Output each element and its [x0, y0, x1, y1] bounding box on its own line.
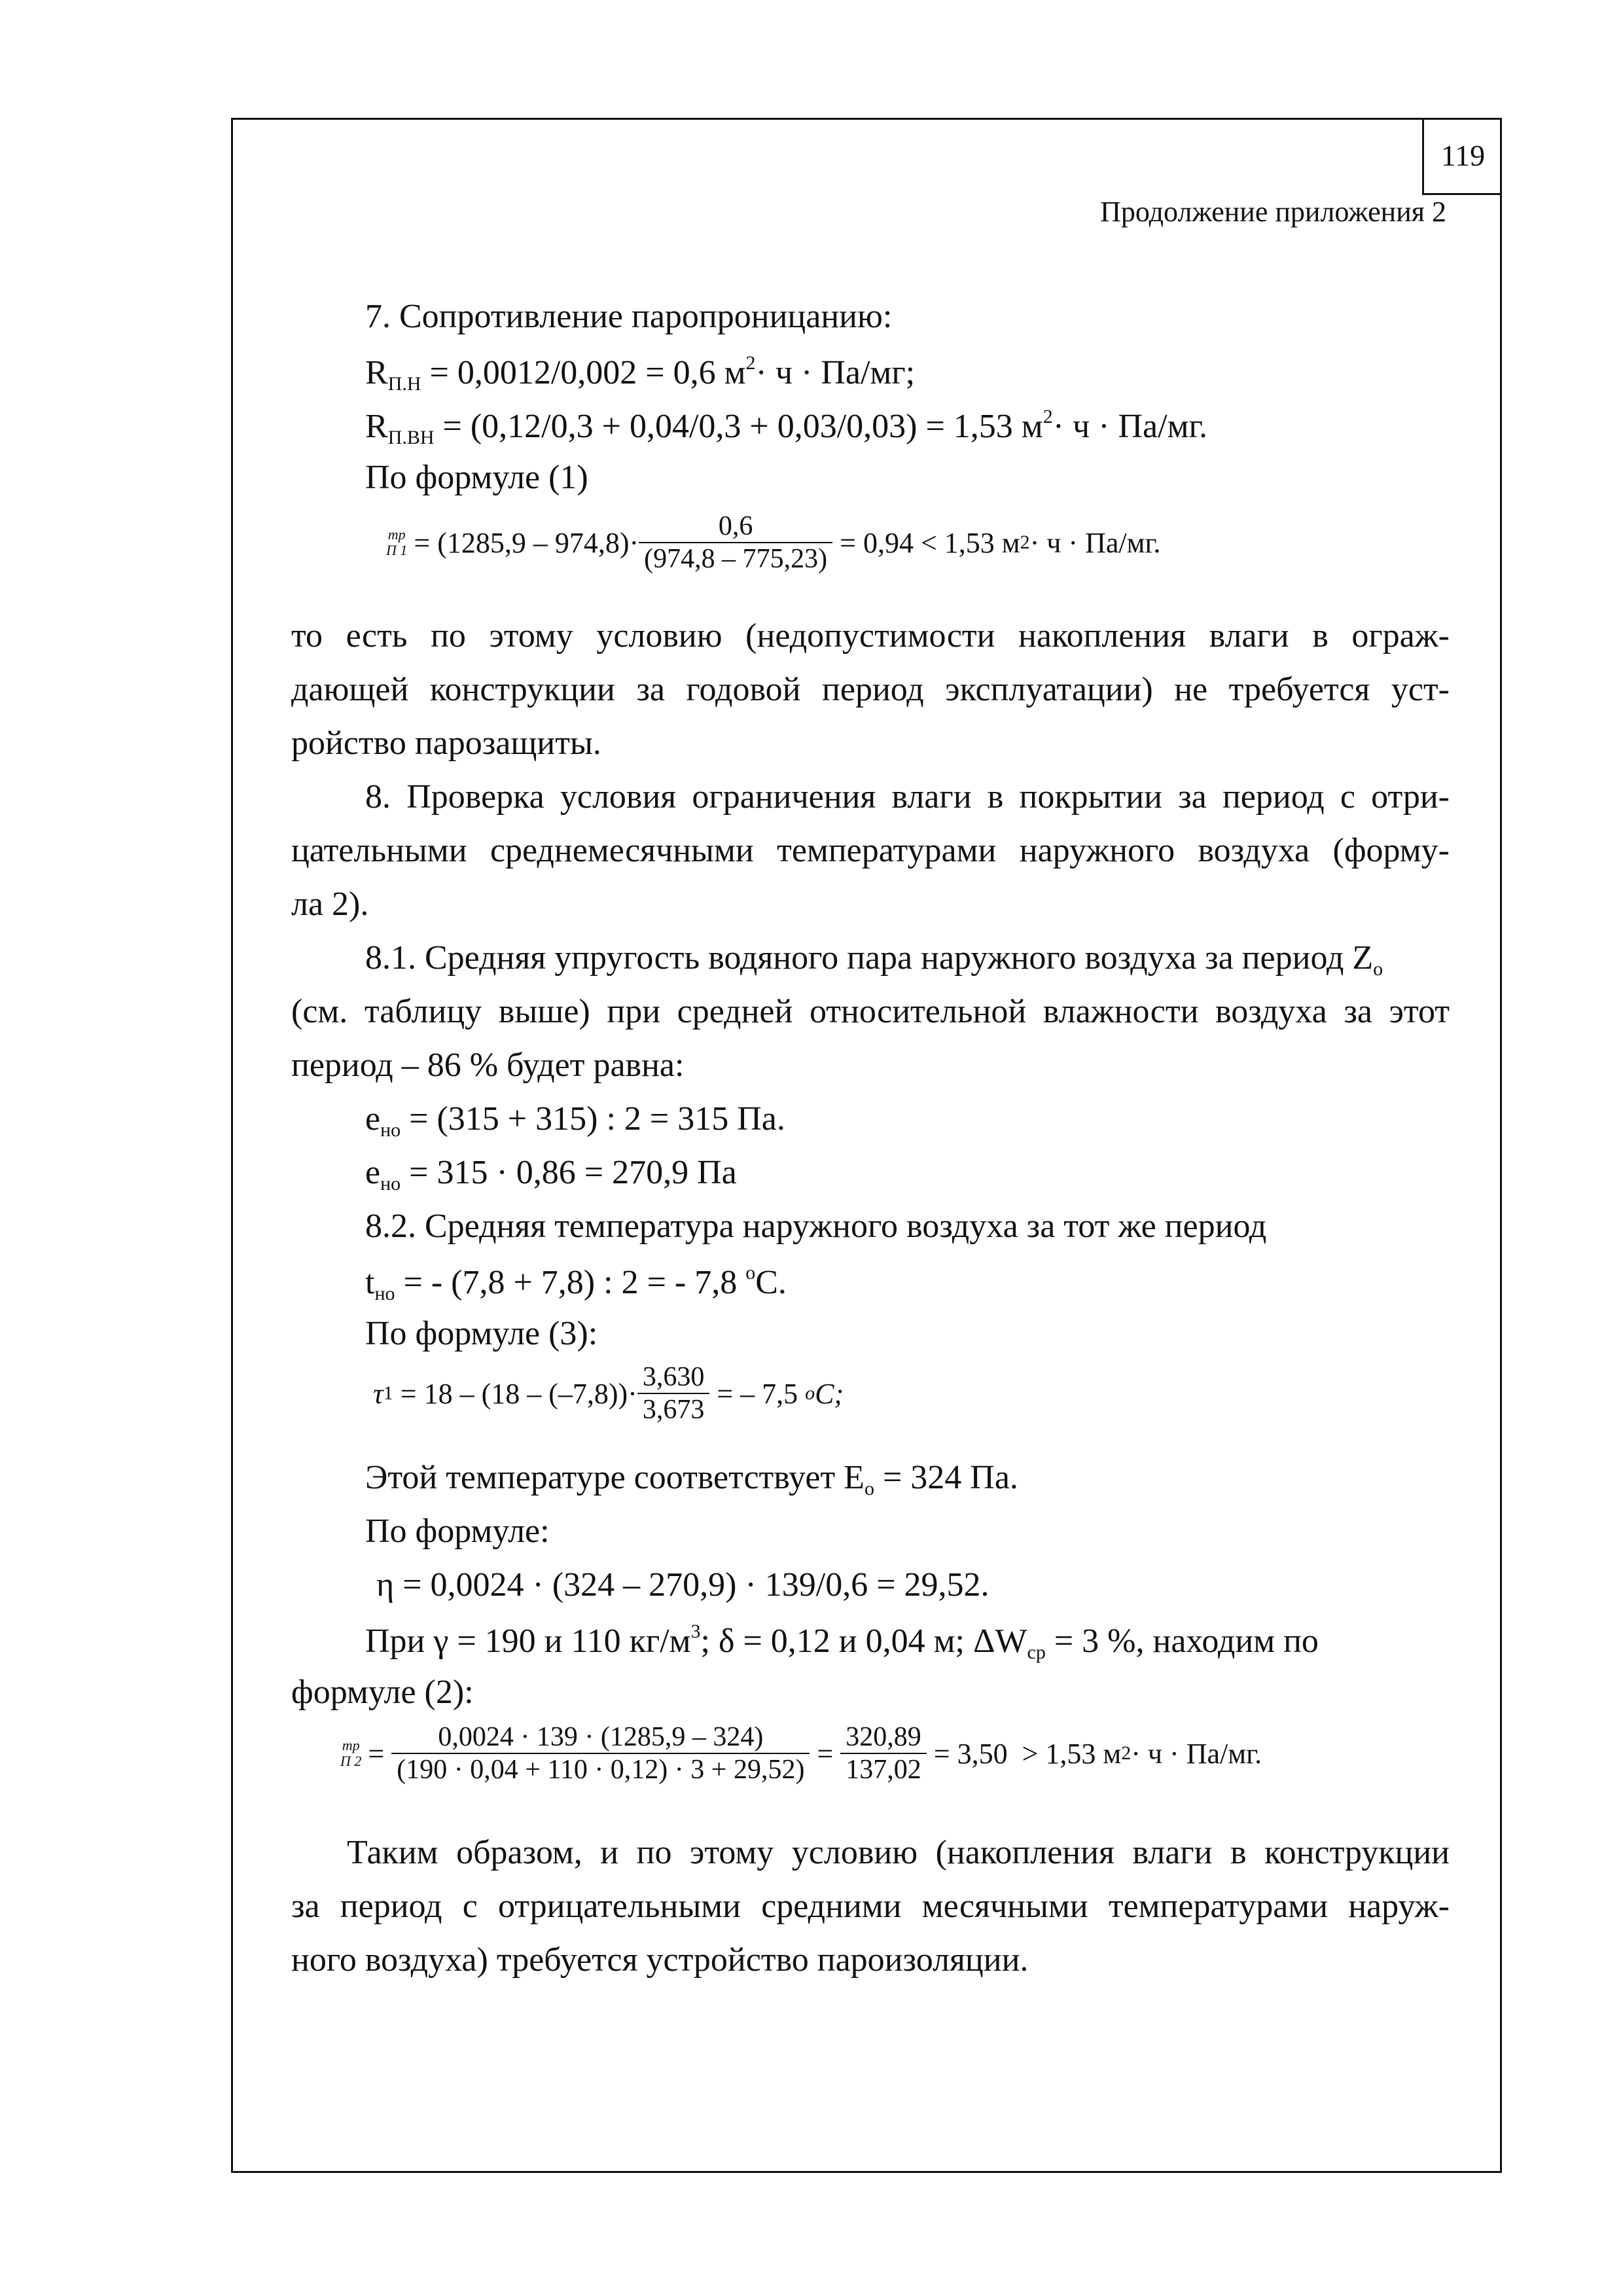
section-81-line-2: (см. таблицу выше) при средней относительной влажности воздуха за этот — [291, 993, 1450, 1030]
conclusion-line-1: Таким образом, и по этому условию (накопления влаги в конструкции — [347, 1834, 1450, 1871]
eno-line-1: $e_{но} = (315 + 315)$ : 2 = 315 Па. — [365, 1100, 785, 1141]
gamma-line-1: При γ = 190 и 110 $кг/м^3$; δ = 0,12 и 0,04 м; $\Delta W_{ср} = 3$ %, находим по — [365, 1621, 1319, 1663]
equation-2-fraction-2: $\frac{320,89}{137,02}$ — [840, 1721, 927, 1786]
continuation-note: Продолжение приложения 2 — [1100, 196, 1446, 228]
page-number: 119 — [1422, 118, 1502, 195]
equation-1: тр П 1 = (1285,9 – 974,8)· $\frac{0,6}{(974,8 - 775,23)}$ = 0,94 < 1,53 м 2 · ч · Па/мг. — [386, 511, 1161, 575]
eno-line-2: $e_{но} = 315 \cdot 0,86 = 270,9$ Па — [365, 1154, 737, 1194]
section-7-title: 7. Сопротивление паропроницанию: — [365, 298, 893, 335]
equation-2-fraction-1: $\frac{0,0024 \cdot 139 \cdot (1285,9 - 324)}{(190 \cdot 0,04 + 110 \cdot 0,12) \cdot 3 + 29,52)}$ — [391, 1721, 810, 1786]
section-81-line-3: период – 86 % будет равна: — [291, 1047, 685, 1084]
eta-line: η = 0,0024 · (324 – 270,9) · 139/0,6 = 29,52. — [376, 1566, 990, 1604]
r-ph-line: $R_{П.Н} = 0,0012/0,002 = 0,6$ $м^2\cdot ч \cdot Па/мг$; — [365, 352, 916, 395]
tno-line: $t_{но}$ = - (7,8 + 7,8) : 2 = - 7,8 $^o$C. — [365, 1262, 787, 1304]
paragraph-1-line-3: ройство парозащиты. — [291, 725, 601, 762]
section-8-line-2: цательными среднемесячными температурами наружного воздуха (форму- — [291, 832, 1450, 869]
equation-3: τ 1 = 18 – (18 – (–7,8))· $\frac{3,630}{3,673}$ = – 7,5 o C; — [373, 1362, 844, 1426]
conclusion-line-3: ного воздуха) требуется устройство пароизоляции. — [291, 1941, 1029, 1979]
section-81-line-1: 8.1. Средняя упругость водяного пара наружного воздуха за период $Z_o$ — [365, 939, 1383, 980]
resistance-symbol-2: тр П 2 — [340, 1737, 362, 1770]
equation-2: тр П 2 = $\frac{0,0024 \cdot 139 \cdot (1285,9 - 324)}{(190 \cdot 0,04 + 110 \cdot 0,12) \cdot 3 + 29,52)}$ = $\frac{320,89}{137,02}$ = 3,50 > 1,53 м 2 · ч · Па/мг. — [340, 1722, 1262, 1785]
gamma-line-2: формуле (2): — [291, 1674, 474, 1711]
section-8-line-1: 8. Проверка условия ограничения влаги в покрытии за период с отри- — [365, 778, 1450, 816]
r-pvh-line: $R_{П.ВН} = (0,12/0,3 + 0,04/0,3 + 0,03/0,03) = 1,53$ $м^2\cdot ч \cdot Па/мг$. — [365, 406, 1207, 448]
by-formula-3: По формуле (3): — [365, 1315, 598, 1352]
conclusion-line-2: за период с отрицательными средними месячными температурами наруж- — [291, 1888, 1450, 1925]
by-formula-1: По формуле (1) — [365, 459, 588, 496]
eo-line: Этой температуре соответствует $E_o = 324$ Па. — [365, 1459, 1018, 1499]
section-8-line-3: ла 2). — [291, 886, 369, 923]
by-formula: По формуле: — [365, 1513, 550, 1550]
section-82: 8.2. Средняя температура наружного воздуха за тот же период — [365, 1208, 1267, 1245]
equation-3-fraction: $\frac{3,630}{3,673}$ — [637, 1361, 710, 1426]
paragraph-1-line-1: то есть по этому условию (недопустимости накопления влаги в ограж- — [291, 617, 1450, 655]
paragraph-1-line-2: дающей конструкции за годовой период эксплуатации) не требуется уст- — [291, 671, 1450, 708]
resistance-symbol: тр П 1 — [386, 526, 408, 559]
equation-1-fraction: $\frac{0,6}{(974,8 - 775,23)}$ — [639, 511, 832, 575]
